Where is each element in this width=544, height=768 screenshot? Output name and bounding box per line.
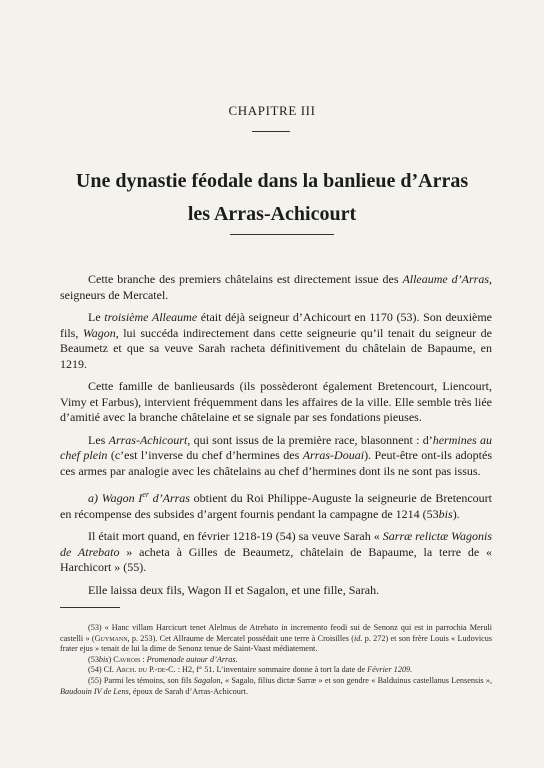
footnote-53bis [60, 655, 492, 666]
text-run: : H2, f° 51. L’inventaire sommaire donne à tort la date de [175, 665, 368, 675]
italic-name: Alleaume d’Arras, [402, 272, 493, 286]
footnote-55 [60, 676, 492, 697]
text-run: lui succéda indirectement dans cette seigneurie qu’il tenait du seigneur de Beaumetz et que sa veuve Sarah racheta définitivement du châtelain de Bapaume, en 1219. [60, 325, 492, 371]
chapter-title-line-1: Une dynastie féodale dans la banlieue d’Arras [75, 170, 469, 192]
text-run: qui sont issus de la première race, blasonnent : d’ [190, 432, 433, 447]
chapter-heading: CHAPITRE III [228, 103, 316, 118]
italic-name: Wagon, [82, 325, 119, 340]
italic-name: Wagon I [101, 491, 143, 505]
footnote-54 [60, 665, 492, 676]
italic-title: Promenade autour d’Arras. [146, 654, 238, 664]
italic-suffix: bis [438, 506, 453, 521]
text-run: : [140, 654, 147, 664]
paragraph-children: Elle laissa deux fils, Wagon II et Sagalon, et une fille, Sarah. [88, 582, 380, 597]
chapter-title-line-2: les Arras-Achicourt [187, 203, 357, 225]
paragraph-arms [60, 433, 492, 480]
text-run: (54) Cf. [88, 665, 116, 675]
archive-name: Arch. du P.-de-C. [115, 665, 176, 675]
footnote-53 [60, 623, 492, 655]
paragraph-wagon-i [60, 487, 492, 522]
superscript: er [142, 490, 149, 499]
italic-name: Sagalon [193, 675, 221, 685]
text-run: ). Peut-être ont-ils adoptés ces armes par analogie avec les châtelains au chef d’hermines dont ils ne sont pas issus. [60, 448, 492, 478]
italic-name: Arras-Achicourt, [108, 432, 191, 447]
italic-blazon: hermines au chef plein [60, 432, 493, 462]
text-run: Il était mort quand, en février 1218-19 (54) sa veuve Sarah « [88, 529, 383, 543]
italic-name: Arras-Douai [302, 448, 365, 462]
author-name: Cavrois [113, 654, 141, 664]
italic-quote: Sarræ relictæ Wagonis de Atrebato [60, 529, 493, 559]
paragraph-family: Cette famille de banlieusards (ils possèderont également Bretencourt, Liencourt, Vimy et Farbus), intervient fréquemment dans les affaires de la ville. Elle semble très liée d’amitié avec la branche châtelaine et se signale par ses fondations pieuses. [60, 379, 492, 424]
text-run: (c’est l’inverse du chef d’hermines des [107, 448, 303, 462]
text-run: p. 272) et son frère Louis « Ludovicus frater ejus » tenait de lui la dime de Senonz tenue de Saint-Vaast médiatement. [60, 633, 493, 654]
text-run: , « Sagalo, filius dictæ Sarræ » et son gendre « Balduinus castellanus Lensensis », [220, 675, 492, 685]
footnote-rule [60, 607, 120, 608]
list-marker: a) [88, 491, 102, 505]
author-name: Guymann [94, 633, 128, 643]
italic-date: Février 1209. [367, 665, 413, 675]
italic-suffix: bis [98, 654, 109, 664]
paragraph-widow [60, 529, 492, 576]
title-rule [230, 234, 334, 235]
text-run: (53) « Hanc villam Harcicurt tenet Alelmus de Atrebato in incremento feodi sui de Senonz qui est in parrochia Meruli castelli » ( [60, 623, 492, 643]
paragraph-alleaume [60, 310, 492, 372]
text-run: (53 [88, 654, 99, 664]
text-run: était déjà seigneur d’Achicourt en 1170 (53). Son deuxième fils, [60, 310, 493, 340]
italic-name: d’Arras [148, 491, 190, 505]
text-run: ) [108, 654, 114, 664]
text-run: , p. 253). Cet Allraume de Mercatel possédait une terre à Croisilles ( [127, 633, 355, 643]
text-run: , époux de Sarah d’Arras-Achicourt. [128, 686, 248, 696]
text-run: Cette branche des premiers châtelains est directement issue des [88, 272, 403, 286]
text-run: Les [88, 432, 109, 447]
footnotes [60, 623, 492, 697]
text-run: seigneurs de Mercatel. [60, 287, 169, 302]
text-run: (55) Parmi les témoins, son fils [88, 675, 194, 685]
italic-name: Baudouin IV de Lens [60, 686, 129, 696]
italic-abbrev: id. [354, 633, 363, 643]
text-run: ). [452, 506, 460, 521]
body-text [60, 272, 492, 605]
chapter-rule [252, 131, 290, 132]
text-run: » acheta à Gilles de Beaumetz, châtelain de Bapaume, la terre de « Harchicort » (55). [60, 544, 492, 574]
italic-name: troisième Alleaume [104, 310, 198, 324]
paragraph-origin [60, 272, 492, 303]
text-run: Le [88, 310, 105, 324]
text-run: obtient du Roi Philippe-Auguste la seigneurie de Bretencourt en récompense des subsides d’argent fournis pendant la campagne de 1214 (53 [60, 491, 493, 521]
